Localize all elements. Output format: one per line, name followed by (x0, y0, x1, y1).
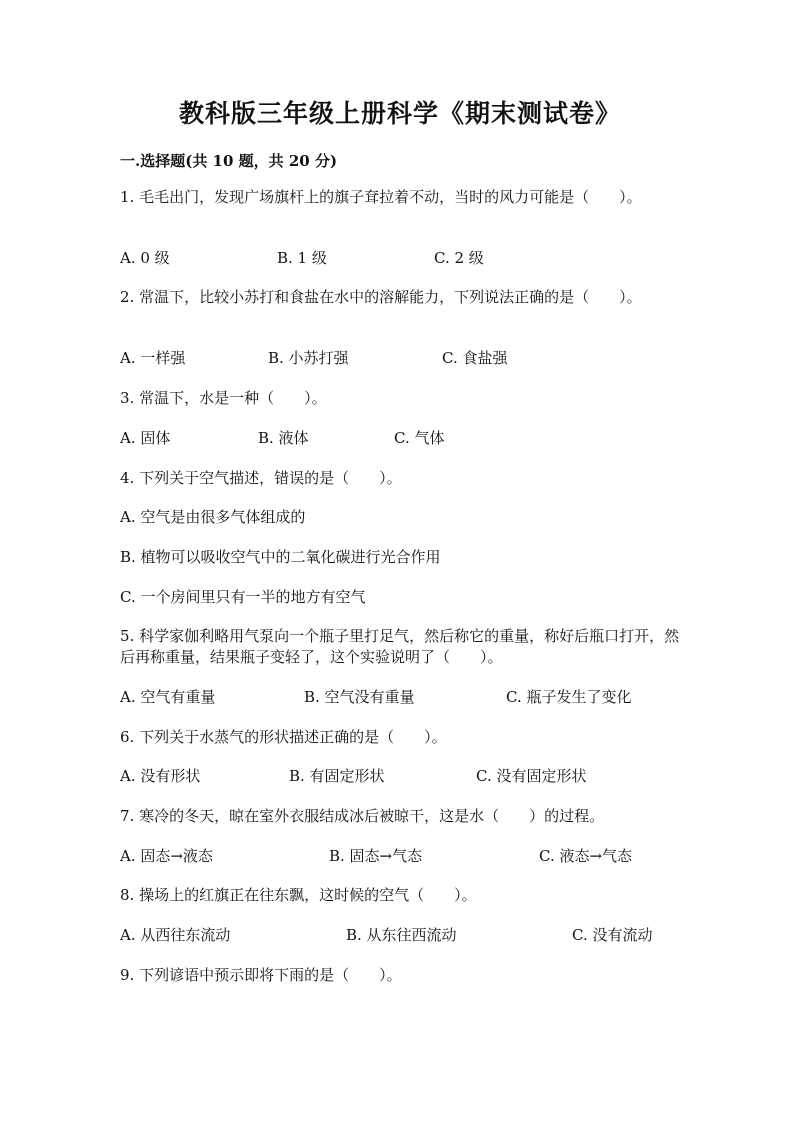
option-b[interactable]: B. 从东往西流动 (346, 926, 457, 944)
option-b[interactable]: B. 小苏打强 (268, 349, 349, 367)
option-a[interactable]: A. 没有形状 (120, 767, 201, 785)
option-c[interactable]: C. 2 级 (434, 249, 484, 267)
question-6: 6. 下列关于水蒸气的形状描述正确的是（ ）。 (120, 728, 447, 746)
question-9: 9. 下列谚语中预示即将下雨的是（ ）。 (120, 966, 402, 984)
option-c[interactable]: C. 没有流动 (572, 926, 653, 944)
option-a[interactable]: A. 固态→液态 (120, 847, 213, 865)
option-c[interactable]: C. 瓶子发生了变化 (506, 688, 632, 706)
question-3: 3. 常温下，水是一种（ ）。 (120, 389, 327, 407)
option-b[interactable]: B. 固态→气态 (329, 847, 423, 865)
option-b[interactable]: B. 空气没有重量 (304, 688, 415, 706)
option-c[interactable]: C. 液态→气态 (539, 847, 633, 865)
question-8-options (120, 925, 700, 946)
option-b[interactable]: B. 植物可以吸收空气中的二氧化碳进行光合作用 (120, 548, 441, 566)
option-a[interactable]: A. 一样强 (120, 349, 186, 367)
option-c[interactable]: C. 一个房间里只有一半的地方有空气 (120, 588, 366, 606)
option-b[interactable]: B. 有固定形状 (289, 767, 385, 785)
option-b[interactable]: B. 液体 (258, 429, 309, 447)
question-1: 1. 毛毛出门，发现广场旗杆上的旗子耷拉着不动，当时的风力可能是（ ）。 (120, 188, 642, 206)
option-a[interactable]: A. 0 级 (120, 249, 170, 267)
option-a[interactable]: A. 从西往东流动 (120, 926, 231, 944)
question-4: 4. 下列关于空气描述，错误的是（ ）。 (120, 469, 402, 487)
option-c[interactable]: C. 食盐强 (442, 349, 508, 367)
question-7: 7. 寒冷的冬天，晾在室外衣服结成冰后被晾干，这是水（ ）的过程。 (120, 807, 605, 825)
option-b[interactable]: B. 1 级 (277, 249, 327, 267)
option-c[interactable]: C. 气体 (394, 429, 445, 447)
page-title: 教科版三年级上册科学《期末测试卷》 (178, 99, 621, 128)
question-8: 8. 操场上的红旗正在往东飘，这时候的空气（ ）。 (120, 886, 477, 904)
option-a[interactable]: A. 固体 (120, 429, 171, 447)
option-a[interactable]: A. 空气是由很多气体组成的 (120, 508, 306, 526)
question-5-options (120, 687, 700, 708)
question-5: 5. 科学家伽利略用气泵向一个瓶子里打足气，然后称它的重量，称好后瓶口打开，然后再称重量，结果瓶子变轻了，这个实验说明了（ ）。 (120, 627, 680, 666)
question-6-options (120, 766, 700, 787)
question-1-options (120, 248, 700, 269)
option-a[interactable]: A. 空气有重量 (120, 688, 216, 706)
section-header: 一.选择题(共 10 题，共 20 分) (120, 152, 338, 170)
question-7-options (120, 846, 700, 867)
question-2: 2. 常温下，比较小苏打和食盐在水中的溶解能力，下列说法正确的是（ ）。 (120, 288, 642, 306)
question-3-options (120, 428, 700, 449)
question-2-options (120, 348, 700, 369)
option-c[interactable]: C. 没有固定形状 (476, 767, 587, 785)
